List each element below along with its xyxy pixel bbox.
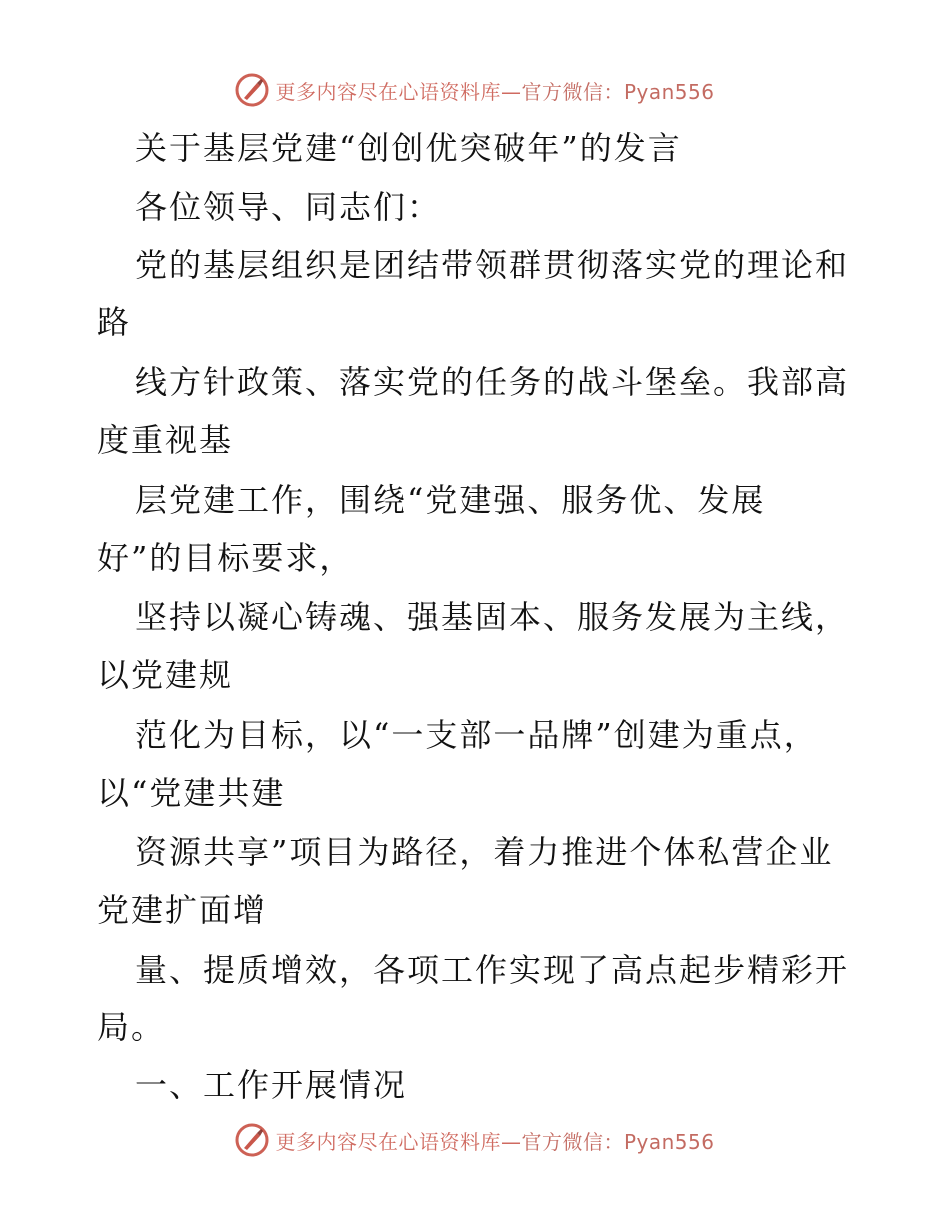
paragraph-line: 量、提质增效，各项工作实现了高点起步精彩开 [135, 951, 850, 989]
watermark-wechat-text: 官方微信：Pyan556 [521, 79, 715, 104]
watermark-text [275, 1126, 714, 1155]
document-title: 关于基层党建“创创优突破年”的发言 [135, 129, 682, 167]
watermark-separator: — [500, 79, 522, 104]
watermark-banner-bottom [0, 1120, 950, 1160]
section-heading: 一、工作开展情况 [135, 1066, 408, 1104]
paragraph-line: 党的基层组织是团结带领群贯彻落实党的理论和 [135, 246, 850, 284]
watermark-site-text: 更多内容尽在心语资料库 [275, 79, 501, 104]
paragraph-line: 资源共享”项目为路径，着力推进个体私营企业 [135, 833, 834, 871]
paragraph-line: 度重视基 [97, 421, 234, 459]
pen-logo-icon [235, 1123, 269, 1157]
watermark-wechat-text: 官方微信：Pyan556 [521, 1129, 715, 1154]
salutation: 各位领导、同志们： [135, 188, 442, 226]
paragraph-line: 局。 [97, 1008, 166, 1046]
paragraph-line: 路 [97, 303, 132, 341]
paragraph-line: 好”的目标要求， [97, 539, 354, 577]
watermark-separator: — [500, 1129, 522, 1154]
paragraph-line: 以“党建共建 [97, 774, 286, 812]
paragraph-line: 以党建规 [97, 656, 234, 694]
watermark-site-text: 更多内容尽在心语资料库 [275, 1129, 501, 1154]
paragraph-line: 党建扩面增 [97, 891, 268, 929]
paragraph-line: 范化为目标，以“一支部一品牌”创建为重点， [135, 716, 818, 754]
paragraph-line: 坚持以凝心铸魂、强基固本、服务发展为主线， [135, 598, 850, 636]
paragraph-line: 层党建工作，围绕“党建强、服务优、发展 [135, 481, 766, 519]
paragraph-line: 线方针政策、落实党的任务的战斗堡垒。我部高 [135, 363, 850, 401]
